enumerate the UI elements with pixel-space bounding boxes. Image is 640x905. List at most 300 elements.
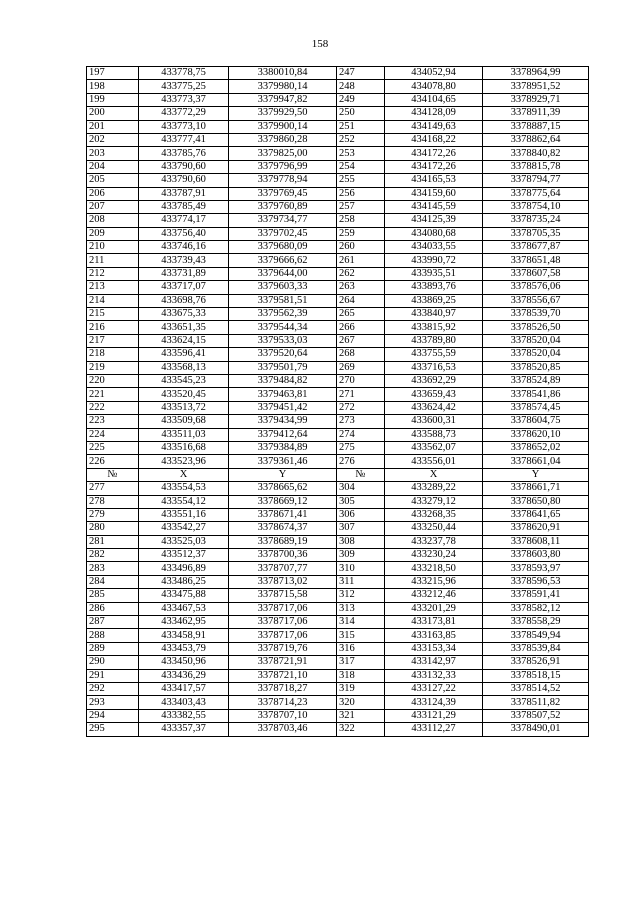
y-coordinate-cell: 3378641,65 [483, 508, 589, 521]
x-coordinate-cell: 433624,42 [385, 401, 483, 414]
y-coordinate-cell: 3379562,39 [229, 308, 337, 321]
point-number-cell: 255 [337, 174, 385, 187]
y-coordinate-cell: 3378717,06 [229, 629, 337, 642]
y-coordinate-cell: 3379769,45 [229, 187, 337, 200]
y-coordinate-cell: 3378721,10 [229, 669, 337, 682]
y-coordinate-cell: 3379520,64 [229, 348, 337, 361]
x-coordinate-cell: 433869,25 [385, 294, 483, 307]
y-coordinate-cell: 3378524,89 [483, 374, 589, 387]
y-coordinate-cell: 3378526,50 [483, 321, 589, 334]
table-row [87, 120, 589, 133]
y-coordinate-cell: 3378689,19 [229, 535, 337, 548]
point-number-cell: 247 [337, 67, 385, 80]
y-coordinate-cell: 3378705,35 [483, 227, 589, 240]
table-row [87, 629, 589, 642]
x-coordinate-cell: 433403,43 [139, 696, 229, 709]
x-coordinate-cell: 433790,60 [139, 160, 229, 173]
y-coordinate-cell: 3378718,27 [229, 682, 337, 695]
y-coordinate-cell: 3378671,41 [229, 508, 337, 521]
y-coordinate-cell: 3378652,02 [483, 441, 589, 454]
table-row [87, 174, 589, 187]
x-coordinate-cell: 433787,91 [139, 187, 229, 200]
point-number-cell: 219 [87, 361, 139, 374]
y-coordinate-cell: 3378520,04 [483, 348, 589, 361]
point-number-cell: 290 [87, 656, 139, 669]
table-row [87, 227, 589, 240]
x-coordinate-cell: 433511,03 [139, 428, 229, 441]
y-coordinate-cell: 3379734,77 [229, 214, 337, 227]
y-coordinate-cell: 3379434,99 [229, 415, 337, 428]
x-coordinate-cell: 433790,60 [139, 174, 229, 187]
point-number-cell: 206 [87, 187, 139, 200]
point-number-cell: 203 [87, 147, 139, 160]
point-number-cell: 209 [87, 227, 139, 240]
point-number-cell: 211 [87, 254, 139, 267]
table-row [87, 589, 589, 602]
y-coordinate-cell: 3378887,15 [483, 120, 589, 133]
point-number-cell: 276 [337, 455, 385, 468]
point-number-cell: 277 [87, 482, 139, 495]
table-row [87, 455, 589, 468]
x-coordinate-cell: 433596,41 [139, 348, 229, 361]
x-coordinate-cell: 433773,37 [139, 93, 229, 106]
x-coordinate-cell: 433127,22 [385, 682, 483, 695]
y-coordinate-cell: 3378721,91 [229, 656, 337, 669]
page-number: 158 [311, 38, 329, 50]
x-coordinate-cell: 433778,75 [139, 67, 229, 80]
table-row [87, 267, 589, 280]
table-header-row [87, 468, 589, 481]
x-coordinate-cell: 433212,46 [385, 589, 483, 602]
point-number-cell: 314 [337, 616, 385, 629]
y-coordinate-cell: 3378703,46 [229, 723, 337, 736]
table-row [87, 254, 589, 267]
x-coordinate-cell: 434165,53 [385, 174, 483, 187]
x-header: X [385, 468, 483, 481]
point-number-cell: 224 [87, 428, 139, 441]
point-number-cell: 304 [337, 482, 385, 495]
y-coordinate-cell: 3378507,52 [483, 709, 589, 722]
y-coordinate-cell: 3379644,00 [229, 267, 337, 280]
point-number-cell: 204 [87, 160, 139, 173]
point-number-cell: 279 [87, 508, 139, 521]
x-coordinate-cell: 433893,76 [385, 281, 483, 294]
point-number-cell: 258 [337, 214, 385, 227]
y-coordinate-cell: 3379666,62 [229, 254, 337, 267]
x-coordinate-cell: 433746,16 [139, 241, 229, 254]
y-coordinate-cell: 3378669,12 [229, 495, 337, 508]
point-number-cell: 260 [337, 241, 385, 254]
point-number-cell: 309 [337, 549, 385, 562]
point-number-cell: 212 [87, 267, 139, 280]
point-number-cell: 292 [87, 682, 139, 695]
y-coordinate-cell: 3379702,45 [229, 227, 337, 240]
coordinates-table [86, 66, 589, 737]
x-coordinate-cell: 433772,29 [139, 107, 229, 120]
y-coordinate-cell: 3378674,37 [229, 522, 337, 535]
y-coordinate-cell: 3378717,06 [229, 602, 337, 615]
table-row [87, 200, 589, 213]
table-row [87, 616, 589, 629]
y-coordinate-cell: 3379384,89 [229, 441, 337, 454]
y-coordinate-cell: 3378582,12 [483, 602, 589, 615]
x-coordinate-cell: 433513,72 [139, 401, 229, 414]
y-coordinate-cell: 3378490,01 [483, 723, 589, 736]
x-coordinate-cell: 433551,16 [139, 508, 229, 521]
x-coordinate-cell: 433651,35 [139, 321, 229, 334]
point-number-cell: 271 [337, 388, 385, 401]
table-row [87, 682, 589, 695]
x-coordinate-cell: 434168,22 [385, 133, 483, 146]
y-coordinate-cell: 3379929,50 [229, 107, 337, 120]
table-row [87, 80, 589, 93]
y-coordinate-cell: 3379451,42 [229, 401, 337, 414]
x-coordinate-cell: 433458,91 [139, 629, 229, 642]
point-number-cell: 251 [337, 120, 385, 133]
x-coordinate-cell: 433554,53 [139, 482, 229, 495]
point-number-cell: 217 [87, 334, 139, 347]
y-coordinate-cell: 3378607,58 [483, 267, 589, 280]
point-number-cell: 225 [87, 441, 139, 454]
point-number-cell: 257 [337, 200, 385, 213]
x-coordinate-cell: 433785,76 [139, 147, 229, 160]
x-coordinate-cell: 434080,68 [385, 227, 483, 240]
y-coordinate-cell: 3378719,76 [229, 642, 337, 655]
x-coordinate-cell: 433512,37 [139, 549, 229, 562]
point-number-cell: 306 [337, 508, 385, 521]
point-number-cell: 307 [337, 522, 385, 535]
point-number-cell: 322 [337, 723, 385, 736]
x-coordinate-cell: 433588,73 [385, 428, 483, 441]
x-coordinate-cell: 433840,97 [385, 308, 483, 321]
table-row [87, 575, 589, 588]
x-coordinate-cell: 433542,27 [139, 522, 229, 535]
point-number-cell: 215 [87, 308, 139, 321]
y-coordinate-cell: 3378929,71 [483, 93, 589, 106]
x-coordinate-cell: 434033,55 [385, 241, 483, 254]
x-coordinate-cell: 433173,81 [385, 616, 483, 629]
x-coordinate-cell: 433486,25 [139, 575, 229, 588]
x-coordinate-cell: 433124,39 [385, 696, 483, 709]
table-row [87, 709, 589, 722]
table-row [87, 321, 589, 334]
y-coordinate-cell: 3378714,23 [229, 696, 337, 709]
point-number-cell: 202 [87, 133, 139, 146]
x-coordinate-cell: 433554,12 [139, 495, 229, 508]
point-number-cell: 201 [87, 120, 139, 133]
y-coordinate-cell: 3378593,97 [483, 562, 589, 575]
point-number-cell: 316 [337, 642, 385, 655]
y-coordinate-cell: 3378713,02 [229, 575, 337, 588]
point-number-cell: 294 [87, 709, 139, 722]
table-row [87, 214, 589, 227]
y-coordinate-cell: 3378603,80 [483, 549, 589, 562]
x-coordinate-cell: 433990,72 [385, 254, 483, 267]
y-coordinate-cell: 3379484,82 [229, 374, 337, 387]
y-coordinate-cell: 3378620,10 [483, 428, 589, 441]
point-number-cell: 291 [87, 669, 139, 682]
x-coordinate-cell: 433777,41 [139, 133, 229, 146]
table-row [87, 348, 589, 361]
x-coordinate-cell: 434159,60 [385, 187, 483, 200]
y-coordinate-cell: 3378775,64 [483, 187, 589, 200]
point-number-cell: 200 [87, 107, 139, 120]
point-number-cell: 249 [337, 93, 385, 106]
table-row [87, 160, 589, 173]
point-number-cell: 269 [337, 361, 385, 374]
y-coordinate-cell: 3378715,58 [229, 589, 337, 602]
y-coordinate-cell: 3378650,80 [483, 495, 589, 508]
x-coordinate-cell: 433756,40 [139, 227, 229, 240]
y-coordinate-cell: 3379980,14 [229, 80, 337, 93]
x-coordinate-cell: 434104,65 [385, 93, 483, 106]
x-coordinate-cell: 434149,63 [385, 120, 483, 133]
point-number-cell: 263 [337, 281, 385, 294]
table-row [87, 374, 589, 387]
x-coordinate-cell: 433568,13 [139, 361, 229, 374]
x-coordinate-cell: 433692,29 [385, 374, 483, 387]
x-coordinate-cell: 433815,92 [385, 321, 483, 334]
y-coordinate-cell: 3378665,62 [229, 482, 337, 495]
y-coordinate-cell: 3378677,87 [483, 241, 589, 254]
y-coordinate-cell: 3378735,24 [483, 214, 589, 227]
x-coordinate-cell: 433289,22 [385, 482, 483, 495]
point-number-cell: 280 [87, 522, 139, 535]
point-number-cell: 275 [337, 441, 385, 454]
x-coordinate-cell: 433218,50 [385, 562, 483, 575]
point-number-cell: 274 [337, 428, 385, 441]
table-row [87, 535, 589, 548]
y-coordinate-cell: 3378518,15 [483, 669, 589, 682]
y-coordinate-cell: 3379501,79 [229, 361, 337, 374]
x-coordinate-cell: 433215,96 [385, 575, 483, 588]
x-coordinate-cell: 433453,79 [139, 642, 229, 655]
x-coordinate-cell: 433436,29 [139, 669, 229, 682]
table-row [87, 522, 589, 535]
y-coordinate-cell: 3379860,28 [229, 133, 337, 146]
x-coordinate-cell: 433556,01 [385, 455, 483, 468]
y-coordinate-cell: 3378754,10 [483, 200, 589, 213]
point-number-cell: 210 [87, 241, 139, 254]
x-coordinate-cell: 433132,33 [385, 669, 483, 682]
y-coordinate-cell: 3378556,67 [483, 294, 589, 307]
table-row [87, 428, 589, 441]
y-coordinate-cell: 3378549,94 [483, 629, 589, 642]
table-row [87, 642, 589, 655]
x-coordinate-cell: 433935,51 [385, 267, 483, 280]
point-number-cell: 318 [337, 669, 385, 682]
table-row [87, 133, 589, 146]
x-coordinate-cell: 434052,94 [385, 67, 483, 80]
number-header: № [87, 468, 139, 481]
y-coordinate-cell: 3378596,53 [483, 575, 589, 588]
x-coordinate-cell: 433774,17 [139, 214, 229, 227]
point-number-cell: 216 [87, 321, 139, 334]
point-number-cell: 285 [87, 589, 139, 602]
x-coordinate-cell: 433659,43 [385, 388, 483, 401]
point-number-cell: 198 [87, 80, 139, 93]
x-coordinate-cell: 433600,31 [385, 415, 483, 428]
point-number-cell: 266 [337, 321, 385, 334]
table-row [87, 441, 589, 454]
x-coordinate-cell: 433475,88 [139, 589, 229, 602]
point-number-cell: 261 [337, 254, 385, 267]
x-coordinate-cell: 433520,45 [139, 388, 229, 401]
y-coordinate-cell: 3378539,84 [483, 642, 589, 655]
point-number-cell: 321 [337, 709, 385, 722]
point-number-cell: 254 [337, 160, 385, 173]
x-coordinate-cell: 433163,85 [385, 629, 483, 642]
x-coordinate-cell: 433357,37 [139, 723, 229, 736]
y-coordinate-cell: 3379581,51 [229, 294, 337, 307]
point-number-cell: 287 [87, 616, 139, 629]
point-number-cell: 205 [87, 174, 139, 187]
x-coordinate-cell: 433268,35 [385, 508, 483, 521]
y-coordinate-cell: 3378840,82 [483, 147, 589, 160]
point-number-cell: 197 [87, 67, 139, 80]
x-coordinate-cell: 433509,68 [139, 415, 229, 428]
table-row [87, 669, 589, 682]
point-number-cell: 226 [87, 455, 139, 468]
x-coordinate-cell: 433523,96 [139, 455, 229, 468]
y-coordinate-cell: 3379533,03 [229, 334, 337, 347]
point-number-cell: 208 [87, 214, 139, 227]
point-number-cell: 282 [87, 549, 139, 562]
point-number-cell: 308 [337, 535, 385, 548]
table-row [87, 401, 589, 414]
table-row [87, 294, 589, 307]
y-coordinate-cell: 3378591,41 [483, 589, 589, 602]
y-coordinate-cell: 3379603,33 [229, 281, 337, 294]
table-row [87, 562, 589, 575]
y-coordinate-cell: 3378514,52 [483, 682, 589, 695]
y-coordinate-cell: 3378576,06 [483, 281, 589, 294]
table-row [87, 388, 589, 401]
point-number-cell: 284 [87, 575, 139, 588]
point-number-cell: 311 [337, 575, 385, 588]
y-coordinate-cell: 3378707,10 [229, 709, 337, 722]
table-row [87, 415, 589, 428]
x-coordinate-cell: 433450,96 [139, 656, 229, 669]
y-coordinate-cell: 3378651,48 [483, 254, 589, 267]
y-coordinate-cell: 3378661,04 [483, 455, 589, 468]
y-coordinate-cell: 3379544,34 [229, 321, 337, 334]
x-coordinate-cell: 433250,44 [385, 522, 483, 535]
point-number-cell: 223 [87, 415, 139, 428]
point-number-cell: 222 [87, 401, 139, 414]
point-number-cell: 220 [87, 374, 139, 387]
y-coordinate-cell: 3378520,85 [483, 361, 589, 374]
x-coordinate-cell: 433516,68 [139, 441, 229, 454]
point-number-cell: 272 [337, 401, 385, 414]
y-coordinate-cell: 3378520,04 [483, 334, 589, 347]
x-coordinate-cell: 433755,59 [385, 348, 483, 361]
y-coordinate-cell: 3379361,46 [229, 455, 337, 468]
x-coordinate-cell: 434078,80 [385, 80, 483, 93]
table-row [87, 107, 589, 120]
y-coordinate-cell: 3378794,77 [483, 174, 589, 187]
point-number-cell: 320 [337, 696, 385, 709]
point-number-cell: 289 [87, 642, 139, 655]
point-number-cell: 221 [87, 388, 139, 401]
table-row [87, 723, 589, 736]
point-number-cell: 295 [87, 723, 139, 736]
y-coordinate-cell: 3378661,71 [483, 482, 589, 495]
x-coordinate-cell: 433417,57 [139, 682, 229, 695]
x-coordinate-cell: 433789,80 [385, 334, 483, 347]
x-coordinate-cell: 434125,39 [385, 214, 483, 227]
x-coordinate-cell: 434172,26 [385, 160, 483, 173]
point-number-cell: 305 [337, 495, 385, 508]
x-coordinate-cell: 433142,97 [385, 656, 483, 669]
y-coordinate-cell: 3379796,99 [229, 160, 337, 173]
x-header: X [139, 468, 229, 481]
x-coordinate-cell: 434128,09 [385, 107, 483, 120]
y-coordinate-cell: 3378815,78 [483, 160, 589, 173]
table-row [87, 549, 589, 562]
number-header: № [337, 468, 385, 481]
point-number-cell: 293 [87, 696, 139, 709]
y-coordinate-cell: 3378511,82 [483, 696, 589, 709]
x-coordinate-cell: 433112,27 [385, 723, 483, 736]
x-coordinate-cell: 433562,07 [385, 441, 483, 454]
y-header: Y [229, 468, 337, 481]
x-coordinate-cell: 433785,49 [139, 200, 229, 213]
point-number-cell: 270 [337, 374, 385, 387]
x-coordinate-cell: 433382,55 [139, 709, 229, 722]
table-row [87, 187, 589, 200]
point-number-cell: 252 [337, 133, 385, 146]
point-number-cell: 312 [337, 589, 385, 602]
x-coordinate-cell: 434172,26 [385, 147, 483, 160]
x-coordinate-cell: 433525,03 [139, 535, 229, 548]
point-number-cell: 213 [87, 281, 139, 294]
y-coordinate-cell: 3378911,39 [483, 107, 589, 120]
x-coordinate-cell: 433153,34 [385, 642, 483, 655]
x-coordinate-cell: 433279,12 [385, 495, 483, 508]
y-coordinate-cell: 3378608,11 [483, 535, 589, 548]
y-coordinate-cell: 3378558,29 [483, 616, 589, 629]
table-row [87, 334, 589, 347]
table-row [87, 93, 589, 106]
table-row [87, 67, 589, 80]
y-coordinate-cell: 3379412,64 [229, 428, 337, 441]
x-coordinate-cell: 433716,53 [385, 361, 483, 374]
x-coordinate-cell: 433739,43 [139, 254, 229, 267]
x-coordinate-cell: 433675,33 [139, 308, 229, 321]
y-coordinate-cell: 3378707,77 [229, 562, 337, 575]
table-row [87, 241, 589, 254]
x-coordinate-cell: 433624,15 [139, 334, 229, 347]
y-coordinate-cell: 3378964,99 [483, 67, 589, 80]
point-number-cell: 214 [87, 294, 139, 307]
y-coordinate-cell: 3378541,86 [483, 388, 589, 401]
point-number-cell: 253 [337, 147, 385, 160]
point-number-cell: 313 [337, 602, 385, 615]
x-coordinate-cell: 433201,29 [385, 602, 483, 615]
table-row [87, 508, 589, 521]
y-coordinate-cell: 3378526,91 [483, 656, 589, 669]
point-number-cell: 259 [337, 227, 385, 240]
table-row [87, 656, 589, 669]
x-coordinate-cell: 434145,59 [385, 200, 483, 213]
point-number-cell: 310 [337, 562, 385, 575]
point-number-cell: 273 [337, 415, 385, 428]
x-coordinate-cell: 433698,76 [139, 294, 229, 307]
y-coordinate-cell: 3379825,00 [229, 147, 337, 160]
point-number-cell: 250 [337, 107, 385, 120]
point-number-cell: 256 [337, 187, 385, 200]
